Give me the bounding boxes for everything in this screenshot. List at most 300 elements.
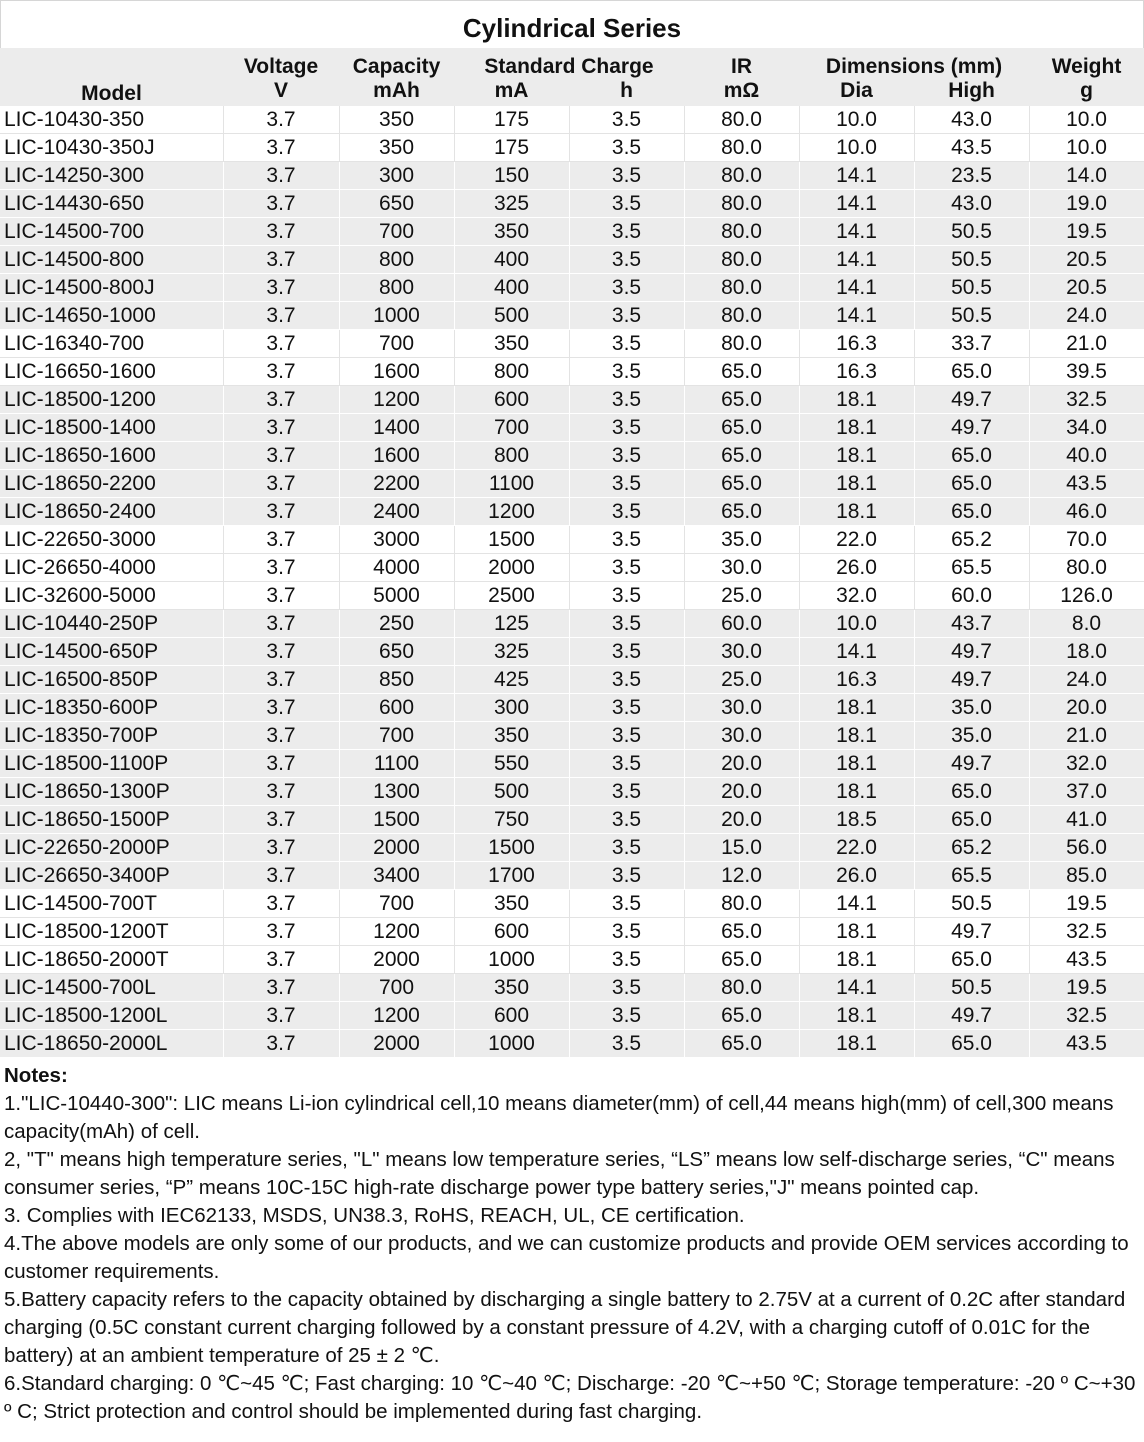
table-row xyxy=(0,162,1144,190)
cell-capacity: 4000 xyxy=(339,554,454,582)
table-row xyxy=(0,274,1144,302)
cell-capacity: 850 xyxy=(339,666,454,694)
cell-voltage: 3.7 xyxy=(223,498,339,526)
cell-weight: 32.0 xyxy=(1029,750,1144,778)
cell-high: 43.0 xyxy=(914,106,1029,134)
cell-weight: 19.5 xyxy=(1029,974,1144,1002)
cell-capacity: 2400 xyxy=(339,498,454,526)
cell-capacity: 1300 xyxy=(339,778,454,806)
table-row xyxy=(0,974,1144,1002)
cell-weight: 34.0 xyxy=(1029,414,1144,442)
cell-voltage: 3.7 xyxy=(223,862,339,890)
cell-dia: 14.1 xyxy=(799,246,914,274)
cell-model: LIC-18650-2200 xyxy=(0,470,223,498)
cell-model: LIC-18500-1200T xyxy=(0,918,223,946)
cell-charge-ma: 1500 xyxy=(454,834,569,862)
cell-dia: 16.3 xyxy=(799,330,914,358)
cell-voltage: 3.7 xyxy=(223,666,339,694)
cell-voltage: 3.7 xyxy=(223,694,339,722)
cell-high: 50.5 xyxy=(914,274,1029,302)
table-row xyxy=(0,526,1144,554)
cell-voltage: 3.7 xyxy=(223,330,339,358)
page-title: Cylindrical Series xyxy=(0,0,1144,48)
cell-charge-h: 3.5 xyxy=(569,1030,684,1058)
table-row xyxy=(0,778,1144,806)
cell-voltage: 3.7 xyxy=(223,386,339,414)
cell-high: 65.0 xyxy=(914,946,1029,974)
cell-dia: 10.0 xyxy=(799,610,914,638)
cell-dia: 18.1 xyxy=(799,498,914,526)
cell-charge-h: 3.5 xyxy=(569,106,684,134)
cell-dia: 14.1 xyxy=(799,302,914,330)
cell-voltage: 3.7 xyxy=(223,582,339,610)
cell-dia: 18.1 xyxy=(799,918,914,946)
table-row xyxy=(0,750,1144,778)
table-row xyxy=(0,610,1144,638)
cell-model: LIC-18500-1200L xyxy=(0,1002,223,1030)
cell-capacity: 2000 xyxy=(339,946,454,974)
cell-charge-h: 3.5 xyxy=(569,414,684,442)
cell-weight: 32.5 xyxy=(1029,386,1144,414)
cell-ir: 15.0 xyxy=(684,834,799,862)
cell-ir: 80.0 xyxy=(684,890,799,918)
table-row xyxy=(0,862,1144,890)
cell-charge-ma: 600 xyxy=(454,386,569,414)
table-row xyxy=(0,106,1144,134)
cell-model: LIC-14650-1000 xyxy=(0,302,223,330)
cell-weight: 41.0 xyxy=(1029,806,1144,834)
table-row xyxy=(0,330,1144,358)
table-header xyxy=(0,48,1144,106)
header-high: High xyxy=(948,79,995,102)
cell-weight: 19.0 xyxy=(1029,190,1144,218)
cell-charge-ma: 1000 xyxy=(454,946,569,974)
cell-charge-h: 3.5 xyxy=(569,946,684,974)
table-row xyxy=(0,918,1144,946)
cell-high: 35.0 xyxy=(914,722,1029,750)
cell-voltage: 3.7 xyxy=(223,526,339,554)
header-dia: Dia xyxy=(840,79,873,102)
cell-model: LIC-14430-650 xyxy=(0,190,223,218)
cell-capacity: 650 xyxy=(339,638,454,666)
cell-charge-ma: 300 xyxy=(454,694,569,722)
cell-charge-h: 3.5 xyxy=(569,498,684,526)
cell-ir: 80.0 xyxy=(684,134,799,162)
cell-charge-h: 3.5 xyxy=(569,190,684,218)
cell-high: 49.7 xyxy=(914,666,1029,694)
cell-high: 65.5 xyxy=(914,862,1029,890)
cell-charge-h: 3.5 xyxy=(569,694,684,722)
cell-charge-ma: 425 xyxy=(454,666,569,694)
cell-high: 49.7 xyxy=(914,918,1029,946)
cell-model: LIC-10440-250P xyxy=(0,610,223,638)
cell-voltage: 3.7 xyxy=(223,134,339,162)
cell-capacity: 700 xyxy=(339,218,454,246)
cell-voltage: 3.7 xyxy=(223,470,339,498)
header-model: Model xyxy=(81,82,142,105)
cell-model: LIC-14500-700T xyxy=(0,890,223,918)
cell-ir: 65.0 xyxy=(684,946,799,974)
note-item: 2, "T" means high temperature series, "L" means low temperature series, “LS” means low self-discharge series, “C" means consumer series, “P” means 10C-15C high-rate discharge power type battery series,"J" means pointed cap. xyxy=(4,1148,1115,1199)
cell-model: LIC-14500-700 xyxy=(0,218,223,246)
table-row xyxy=(0,834,1144,862)
cell-weight: 21.0 xyxy=(1029,722,1144,750)
cell-high: 60.0 xyxy=(914,582,1029,610)
cell-charge-h: 3.5 xyxy=(569,1002,684,1030)
cell-charge-ma: 700 xyxy=(454,414,569,442)
cell-voltage: 3.7 xyxy=(223,890,339,918)
header-voltage-unit: V xyxy=(273,79,288,102)
cell-ir: 80.0 xyxy=(684,190,799,218)
cell-charge-ma: 600 xyxy=(454,918,569,946)
cell-ir: 65.0 xyxy=(684,442,799,470)
spec-table xyxy=(0,48,1144,1058)
cell-capacity: 700 xyxy=(339,722,454,750)
table-row xyxy=(0,722,1144,750)
cell-dia: 14.1 xyxy=(799,190,914,218)
cell-charge-ma: 150 xyxy=(454,162,569,190)
table-row xyxy=(0,302,1144,330)
cell-high: 49.7 xyxy=(914,1002,1029,1030)
cell-capacity: 1400 xyxy=(339,414,454,442)
cell-ir: 65.0 xyxy=(684,414,799,442)
cell-voltage: 3.7 xyxy=(223,106,339,134)
cell-charge-ma: 325 xyxy=(454,638,569,666)
cell-model: LIC-14500-700L xyxy=(0,974,223,1002)
cell-charge-ma: 350 xyxy=(454,890,569,918)
cell-weight: 24.0 xyxy=(1029,666,1144,694)
cell-charge-h: 3.5 xyxy=(569,722,684,750)
cell-model: LIC-18350-700P xyxy=(0,722,223,750)
cell-charge-ma: 350 xyxy=(454,722,569,750)
cell-ir: 65.0 xyxy=(684,470,799,498)
cell-high: 49.7 xyxy=(914,414,1029,442)
cell-weight: 10.0 xyxy=(1029,106,1144,134)
cell-high: 49.7 xyxy=(914,638,1029,666)
table-row xyxy=(0,638,1144,666)
cell-charge-h: 3.5 xyxy=(569,610,684,638)
note-item: 3. Complies with IEC62133, MSDS, UN38.3, RoHS, REACH, UL, CE certification. xyxy=(4,1204,745,1227)
cell-model: LIC-18650-1600 xyxy=(0,442,223,470)
table-row xyxy=(0,890,1144,918)
cell-capacity: 1600 xyxy=(339,442,454,470)
cell-ir: 65.0 xyxy=(684,358,799,386)
table-row xyxy=(0,1030,1144,1058)
cell-capacity: 350 xyxy=(339,106,454,134)
cell-charge-h: 3.5 xyxy=(569,974,684,1002)
header-charge-ma-unit: mA xyxy=(494,79,529,102)
cell-voltage: 3.7 xyxy=(223,750,339,778)
cell-charge-ma: 550 xyxy=(454,750,569,778)
cell-model: LIC-18650-1300P xyxy=(0,778,223,806)
cell-dia: 22.0 xyxy=(799,834,914,862)
table-row xyxy=(0,806,1144,834)
cell-high: 35.0 xyxy=(914,694,1029,722)
cell-ir: 80.0 xyxy=(684,162,799,190)
cell-model: LIC-18650-2000L xyxy=(0,1030,223,1058)
cell-dia: 26.0 xyxy=(799,554,914,582)
cell-weight: 37.0 xyxy=(1029,778,1144,806)
cell-model: LIC-18350-600P xyxy=(0,694,223,722)
cell-voltage: 3.7 xyxy=(223,218,339,246)
cell-model: LIC-18650-2400 xyxy=(0,498,223,526)
cell-high: 43.5 xyxy=(914,134,1029,162)
cell-charge-h: 3.5 xyxy=(569,890,684,918)
cell-charge-ma: 1500 xyxy=(454,526,569,554)
cell-capacity: 600 xyxy=(339,694,454,722)
cell-high: 49.7 xyxy=(914,750,1029,778)
cell-charge-h: 3.5 xyxy=(569,134,684,162)
cell-charge-h: 3.5 xyxy=(569,554,684,582)
cell-dia: 18.1 xyxy=(799,470,914,498)
cell-capacity: 5000 xyxy=(339,582,454,610)
cell-voltage: 3.7 xyxy=(223,918,339,946)
cell-model: LIC-18650-2000T xyxy=(0,946,223,974)
cell-dia: 18.1 xyxy=(799,946,914,974)
table-row xyxy=(0,246,1144,274)
cell-model: LIC-14500-800J xyxy=(0,274,223,302)
cell-charge-ma: 1700 xyxy=(454,862,569,890)
cell-charge-ma: 800 xyxy=(454,442,569,470)
cell-charge-ma: 350 xyxy=(454,330,569,358)
cell-dia: 18.1 xyxy=(799,1030,914,1058)
cell-dia: 32.0 xyxy=(799,582,914,610)
cell-high: 23.5 xyxy=(914,162,1029,190)
cell-charge-ma: 500 xyxy=(454,778,569,806)
header-weight: Weight xyxy=(1051,55,1122,78)
cell-weight: 56.0 xyxy=(1029,834,1144,862)
note-item: 5.Battery capacity refers to the capacity obtained by discharging a single battery to 2.75V at a current of 0.2C after standard charging (0.5C constant current charging followed by a constant pressure of 4.2V, with a charging cutoff of 0.01C for the battery) at an ambient temperature of 25 ± 2 ℃. xyxy=(4,1288,1126,1367)
cell-weight: 32.5 xyxy=(1029,918,1144,946)
cell-weight: 40.0 xyxy=(1029,442,1144,470)
cell-weight: 43.5 xyxy=(1029,470,1144,498)
cell-capacity: 1200 xyxy=(339,1002,454,1030)
cell-capacity: 1500 xyxy=(339,806,454,834)
cell-charge-ma: 350 xyxy=(454,974,569,1002)
cell-capacity: 700 xyxy=(339,974,454,1002)
cell-dia: 14.1 xyxy=(799,274,914,302)
table-row xyxy=(0,190,1144,218)
cell-capacity: 1200 xyxy=(339,918,454,946)
cell-ir: 80.0 xyxy=(684,218,799,246)
cell-weight: 85.0 xyxy=(1029,862,1144,890)
cell-capacity: 2000 xyxy=(339,1030,454,1058)
cell-voltage: 3.7 xyxy=(223,722,339,750)
cell-charge-ma: 175 xyxy=(454,134,569,162)
cell-charge-h: 3.5 xyxy=(569,274,684,302)
cell-dia: 14.1 xyxy=(799,890,914,918)
table-row xyxy=(0,358,1144,386)
cell-capacity: 1600 xyxy=(339,358,454,386)
cell-voltage: 3.7 xyxy=(223,554,339,582)
cell-model: LIC-16500-850P xyxy=(0,666,223,694)
cell-weight: 126.0 xyxy=(1029,582,1144,610)
cell-capacity: 3000 xyxy=(339,526,454,554)
cell-ir: 35.0 xyxy=(684,526,799,554)
cell-high: 50.5 xyxy=(914,302,1029,330)
cell-ir: 25.0 xyxy=(684,666,799,694)
cell-charge-h: 3.5 xyxy=(569,470,684,498)
cell-charge-ma: 125 xyxy=(454,610,569,638)
cell-weight: 14.0 xyxy=(1029,162,1144,190)
cell-weight: 19.5 xyxy=(1029,890,1144,918)
cell-weight: 46.0 xyxy=(1029,498,1144,526)
cell-ir: 30.0 xyxy=(684,638,799,666)
cell-model: LIC-16650-1600 xyxy=(0,358,223,386)
table-row xyxy=(0,498,1144,526)
cell-model: LIC-10430-350J xyxy=(0,134,223,162)
cell-charge-ma: 1200 xyxy=(454,498,569,526)
cell-weight: 21.0 xyxy=(1029,330,1144,358)
cell-charge-ma: 350 xyxy=(454,218,569,246)
cell-weight: 80.0 xyxy=(1029,554,1144,582)
cell-voltage: 3.7 xyxy=(223,1030,339,1058)
cell-high: 50.5 xyxy=(914,218,1029,246)
table-row xyxy=(0,554,1144,582)
table-row xyxy=(0,470,1144,498)
cell-model: LIC-22650-2000P xyxy=(0,834,223,862)
cell-dia: 14.1 xyxy=(799,974,914,1002)
cell-model: LIC-26650-3400P xyxy=(0,862,223,890)
cell-ir: 20.0 xyxy=(684,806,799,834)
cell-dia: 18.1 xyxy=(799,778,914,806)
cell-high: 49.7 xyxy=(914,386,1029,414)
cell-charge-h: 3.5 xyxy=(569,750,684,778)
note-item: 6.Standard charging: 0 ℃~45 ℃; Fast charging: 10 ℃~40 ℃; Discharge: -20 ℃~+50 ℃; Storage temperature: -20 º C~+30 º C; Strict protection and control should be implemented during fast charging. xyxy=(4,1372,1136,1423)
cell-weight: 43.5 xyxy=(1029,946,1144,974)
cell-dia: 16.3 xyxy=(799,666,914,694)
cell-ir: 65.0 xyxy=(684,498,799,526)
cell-model: LIC-16340-700 xyxy=(0,330,223,358)
cell-high: 65.2 xyxy=(914,526,1029,554)
cell-model: LIC-14250-300 xyxy=(0,162,223,190)
cell-voltage: 3.7 xyxy=(223,162,339,190)
cell-charge-h: 3.5 xyxy=(569,218,684,246)
cell-dia: 18.1 xyxy=(799,386,914,414)
cell-dia: 18.5 xyxy=(799,806,914,834)
cell-high: 50.5 xyxy=(914,974,1029,1002)
cell-charge-ma: 800 xyxy=(454,358,569,386)
cell-capacity: 2200 xyxy=(339,470,454,498)
table-row xyxy=(0,442,1144,470)
cell-ir: 20.0 xyxy=(684,778,799,806)
cell-voltage: 3.7 xyxy=(223,442,339,470)
cell-voltage: 3.7 xyxy=(223,806,339,834)
cell-high: 65.0 xyxy=(914,470,1029,498)
cell-ir: 65.0 xyxy=(684,1030,799,1058)
cell-ir: 80.0 xyxy=(684,274,799,302)
cell-high: 65.0 xyxy=(914,806,1029,834)
cell-high: 65.0 xyxy=(914,442,1029,470)
cell-high: 65.0 xyxy=(914,778,1029,806)
note-item: 1."LIC-10440-300": LIC means Li-ion cylindrical cell,10 means diameter(mm) of cell,44 means high(mm) of cell,300 means capacity(mAh) of cell. xyxy=(4,1092,1114,1143)
cell-charge-h: 3.5 xyxy=(569,162,684,190)
cell-dia: 22.0 xyxy=(799,526,914,554)
cell-model: LIC-14500-800 xyxy=(0,246,223,274)
table-row xyxy=(0,666,1144,694)
cell-charge-h: 3.5 xyxy=(569,302,684,330)
table-row xyxy=(0,386,1144,414)
cell-charge-ma: 325 xyxy=(454,190,569,218)
table-row xyxy=(0,134,1144,162)
header-ir: IR xyxy=(731,55,753,78)
cell-charge-ma: 750 xyxy=(454,806,569,834)
cell-ir: 80.0 xyxy=(684,974,799,1002)
cell-charge-h: 3.5 xyxy=(569,386,684,414)
cell-high: 43.7 xyxy=(914,610,1029,638)
cell-weight: 19.5 xyxy=(1029,218,1144,246)
cell-voltage: 3.7 xyxy=(223,834,339,862)
cell-dia: 14.1 xyxy=(799,162,914,190)
cell-dia: 18.1 xyxy=(799,442,914,470)
cell-voltage: 3.7 xyxy=(223,274,339,302)
header-dimensions: Dimensions (mm) xyxy=(825,55,1003,78)
notes-title: Notes: xyxy=(4,1064,68,1087)
cell-high: 33.7 xyxy=(914,330,1029,358)
cell-charge-h: 3.5 xyxy=(569,778,684,806)
cell-voltage: 3.7 xyxy=(223,638,339,666)
cell-capacity: 1000 xyxy=(339,302,454,330)
cell-capacity: 1200 xyxy=(339,386,454,414)
cell-voltage: 3.7 xyxy=(223,414,339,442)
cell-charge-h: 3.5 xyxy=(569,834,684,862)
note-item: 4.The above models are only some of our products, and we can customize products and provide OEM services according to customer requirements. xyxy=(4,1232,1129,1283)
cell-charge-ma: 2000 xyxy=(454,554,569,582)
notes-section xyxy=(0,1058,1144,1426)
cell-ir: 12.0 xyxy=(684,862,799,890)
cell-charge-h: 3.5 xyxy=(569,638,684,666)
cell-charge-ma: 175 xyxy=(454,106,569,134)
cell-charge-ma: 2500 xyxy=(454,582,569,610)
cell-ir: 65.0 xyxy=(684,386,799,414)
cell-model: LIC-14500-650P xyxy=(0,638,223,666)
cell-dia: 18.1 xyxy=(799,750,914,778)
cell-capacity: 300 xyxy=(339,162,454,190)
cell-charge-ma: 500 xyxy=(454,302,569,330)
cell-capacity: 800 xyxy=(339,274,454,302)
cell-weight: 70.0 xyxy=(1029,526,1144,554)
header-capacity: Capacity xyxy=(352,55,441,78)
cell-capacity: 350 xyxy=(339,134,454,162)
cell-high: 65.5 xyxy=(914,554,1029,582)
header-weight-unit: g xyxy=(1080,79,1093,102)
cell-charge-ma: 1000 xyxy=(454,1030,569,1058)
cell-ir: 30.0 xyxy=(684,554,799,582)
cell-model: LIC-32600-5000 xyxy=(0,582,223,610)
cell-weight: 8.0 xyxy=(1029,610,1144,638)
cell-ir: 65.0 xyxy=(684,1002,799,1030)
header-ir-unit: mΩ xyxy=(723,79,760,102)
cell-weight: 39.5 xyxy=(1029,358,1144,386)
cell-charge-ma: 1100 xyxy=(454,470,569,498)
cell-dia: 18.1 xyxy=(799,1002,914,1030)
cell-ir: 25.0 xyxy=(684,582,799,610)
cell-high: 50.5 xyxy=(914,890,1029,918)
cell-charge-h: 3.5 xyxy=(569,246,684,274)
cell-voltage: 3.7 xyxy=(223,358,339,386)
cell-ir: 30.0 xyxy=(684,722,799,750)
header-standard-charge: Standard Charge xyxy=(484,55,654,78)
cell-ir: 80.0 xyxy=(684,330,799,358)
cell-dia: 18.1 xyxy=(799,722,914,750)
table-row xyxy=(0,694,1144,722)
cell-charge-h: 3.5 xyxy=(569,582,684,610)
cell-dia: 14.1 xyxy=(799,638,914,666)
table-body xyxy=(0,106,1144,1058)
cell-ir: 80.0 xyxy=(684,106,799,134)
cell-charge-h: 3.5 xyxy=(569,918,684,946)
cell-voltage: 3.7 xyxy=(223,302,339,330)
